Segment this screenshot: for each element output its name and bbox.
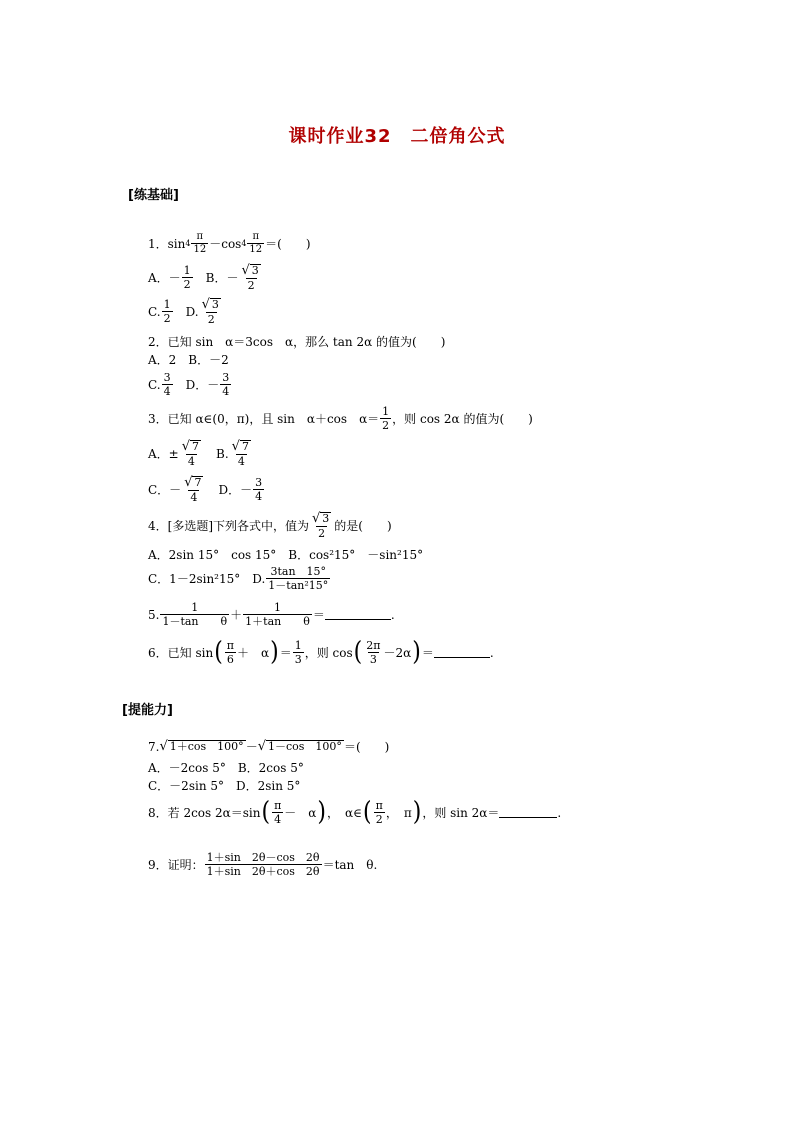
q1-options-ab: A．－ $\frac{1}{2}$ B．－ √ 3 2 [148,264,264,291]
q1-options-cd: C. $\frac{1}{2}$ D. √ 3 2 [148,298,224,325]
q1-frac-a: $\frac{\pi}{12}$ [193,231,207,255]
question-9: 9．证明： $\frac{1+\sin 2\theta-\cos 2\theta}{1+\sin 2\theta+\cos 2\theta}$ ＝tan θ. [148,851,378,878]
q7-options-cd: C．－2sin 5° D．2sin 5° [148,779,301,793]
question-8: 8．若 2cos 2α＝sin ( $\frac{\pi}{4}$ － α ) ， α∈ ( $\frac{\pi}{2}$ ， π ) ，则 sin 2α＝ . [148,796,562,827]
page-title: 课时作业32 二倍角公式 [288,126,506,147]
q1-sin: sin [167,236,186,251]
q1-number: 1． [148,236,168,251]
q5-answer-blank[interactable] [325,609,391,620]
question-1: 1． sin 4 $\frac{\pi}{12}$ － cos 4 $\frac{\pi}{12}$ ＝( ) [148,231,311,255]
q1-frac-b: $\frac{\pi}{12}$ [249,231,263,255]
q8-answer-blank[interactable] [499,807,557,818]
question-4: 4．[多选题]下列各式中，值为 √ 3 2 的是( ) [148,511,392,540]
q1-opt-a-frac: $\frac{1}{2}$ [183,264,191,291]
q1-opt-d-frac: √ 3 2 [201,297,219,326]
q2-options-cd: C. $\frac{3}{4}$ D．－ $\frac{3}{4}$ [148,371,230,398]
q1-opt-c-frac: $\frac{1}{2}$ [163,298,171,325]
q6-answer-blank[interactable] [434,647,490,658]
q4-options-cd: C．1－2sin²15° D. $\frac{3\tan 15^\circ}{\text{1－tan²15°}}$ [148,565,329,592]
section-advanced: [提能力] [122,703,173,718]
question-6: 6．已知 sin ( $\frac{\pi}{6}$ ＋ α ) ＝ $\frac{1}{3}$ ，则 cos ( $\frac{2\pi}{3}$ －2α ) ＝ . [148,636,494,667]
question-2: 2．已知 sin α＝3cos α，那么 tan 2α 的值为( ) [148,335,446,349]
q1-opt-b-frac: √ 3 2 [241,263,259,292]
q4-options-ab: A．2sin 15° cos 15° B．cos²15° －sin²15° [148,548,424,562]
q1-sup: 4 [185,238,191,248]
question-3: 3．已知 α∈(0，π)，且 sin α＋cos α＝ $\frac{1}{2}$ ，则 cos 2α 的值为( ) [148,405,533,432]
q3-options-cd: C．－ √ 7 4 D．－ $\frac{3}{4}$ [148,475,263,504]
q2-options-ab: A．2 B．－2 [148,353,229,367]
question-5: 5. $\frac{1}{\text{1－tan θ}}$ ＋ $\frac{1}{\text{1＋tan θ}}$ ＝ . [148,601,395,628]
q1-tail: ＝( ) [265,236,311,251]
q7-options-ab: A．－2cos 5° B．2cos 5° [148,761,304,775]
q3-options-ab: A．± √ 7 4 B. √ 7 4 [148,439,249,468]
section-basic: [练基础] [128,188,179,203]
question-7: 7. √ 1＋cos 100° － √ 1－cos 100° ＝( ) [148,739,390,754]
